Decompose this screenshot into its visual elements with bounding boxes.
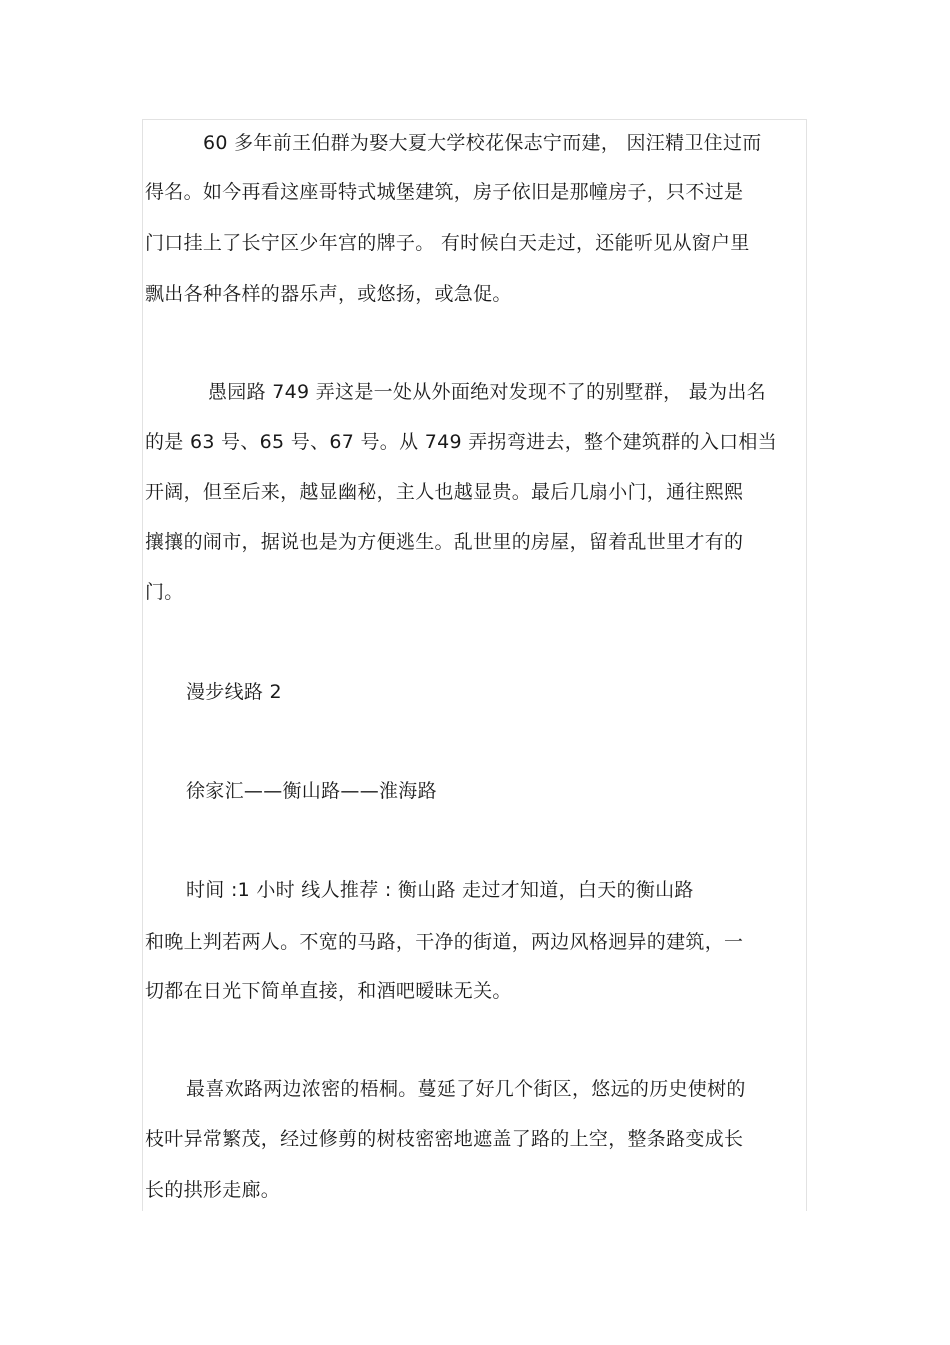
page-frame-left — [142, 119, 143, 1211]
text-line: 枝叶异常繁茂，经过修剪的树枝密密地遮盖了路的上空，整条路变成长 — [145, 1128, 744, 1150]
text-line: 时间 :1 小时 线人推荐 : 衡山路 走过才知道，白天的衡山路 — [186, 879, 694, 901]
page-frame-top — [142, 119, 807, 120]
text-line: 切都在日光下简单直接，和酒吧暧昧无关。 — [145, 980, 512, 1002]
text-line: 60 多年前王伯群为娶大夏大学校花保志宁而建， 因汪精卫住过而 — [203, 132, 762, 154]
text-line: 最喜欢路两边浓密的梧桐。蔓延了好几个街区，悠远的历史使树的 — [186, 1078, 746, 1100]
text-line: 飘出各种各样的器乐声，或悠扬，或急促。 — [145, 283, 512, 305]
text-line: 得名。如今再看这座哥特式城堡建筑，房子依旧是那幢房子，只不过是 — [145, 181, 744, 203]
text-line: 愚园路 749 弄这是一处从外面绝对发现不了的别墅群， 最为出名 — [208, 381, 766, 403]
text-line: 门口挂上了长宁区少年宫的牌子。 有时候白天走过，还能听见从窗户里 — [145, 232, 750, 254]
route-path: 徐家汇——衡山路——淮海路 — [186, 780, 437, 802]
text-line: 长的拱形走廊。 — [145, 1179, 281, 1201]
text-line: 的是 63 号、65 号、67 号。从 749 弄拐弯进去，整个建筑群的入口相当 — [145, 431, 778, 453]
section-heading: 漫步线路 2 — [186, 681, 282, 703]
text-line: 开阔，但至后来，越显幽秘，主人也越显贵。最后几扇小门，通往熙熙 — [145, 481, 744, 503]
text-line: 门。 — [145, 581, 184, 603]
page-frame-right — [806, 119, 807, 1211]
text-line: 和晚上判若两人。不宽的马路，干净的街道，两边风格迥异的建筑，一 — [145, 931, 744, 953]
text-line: 攘攘的闹市，据说也是为方便逃生。乱世里的房屋，留着乱世里才有的 — [145, 531, 744, 553]
